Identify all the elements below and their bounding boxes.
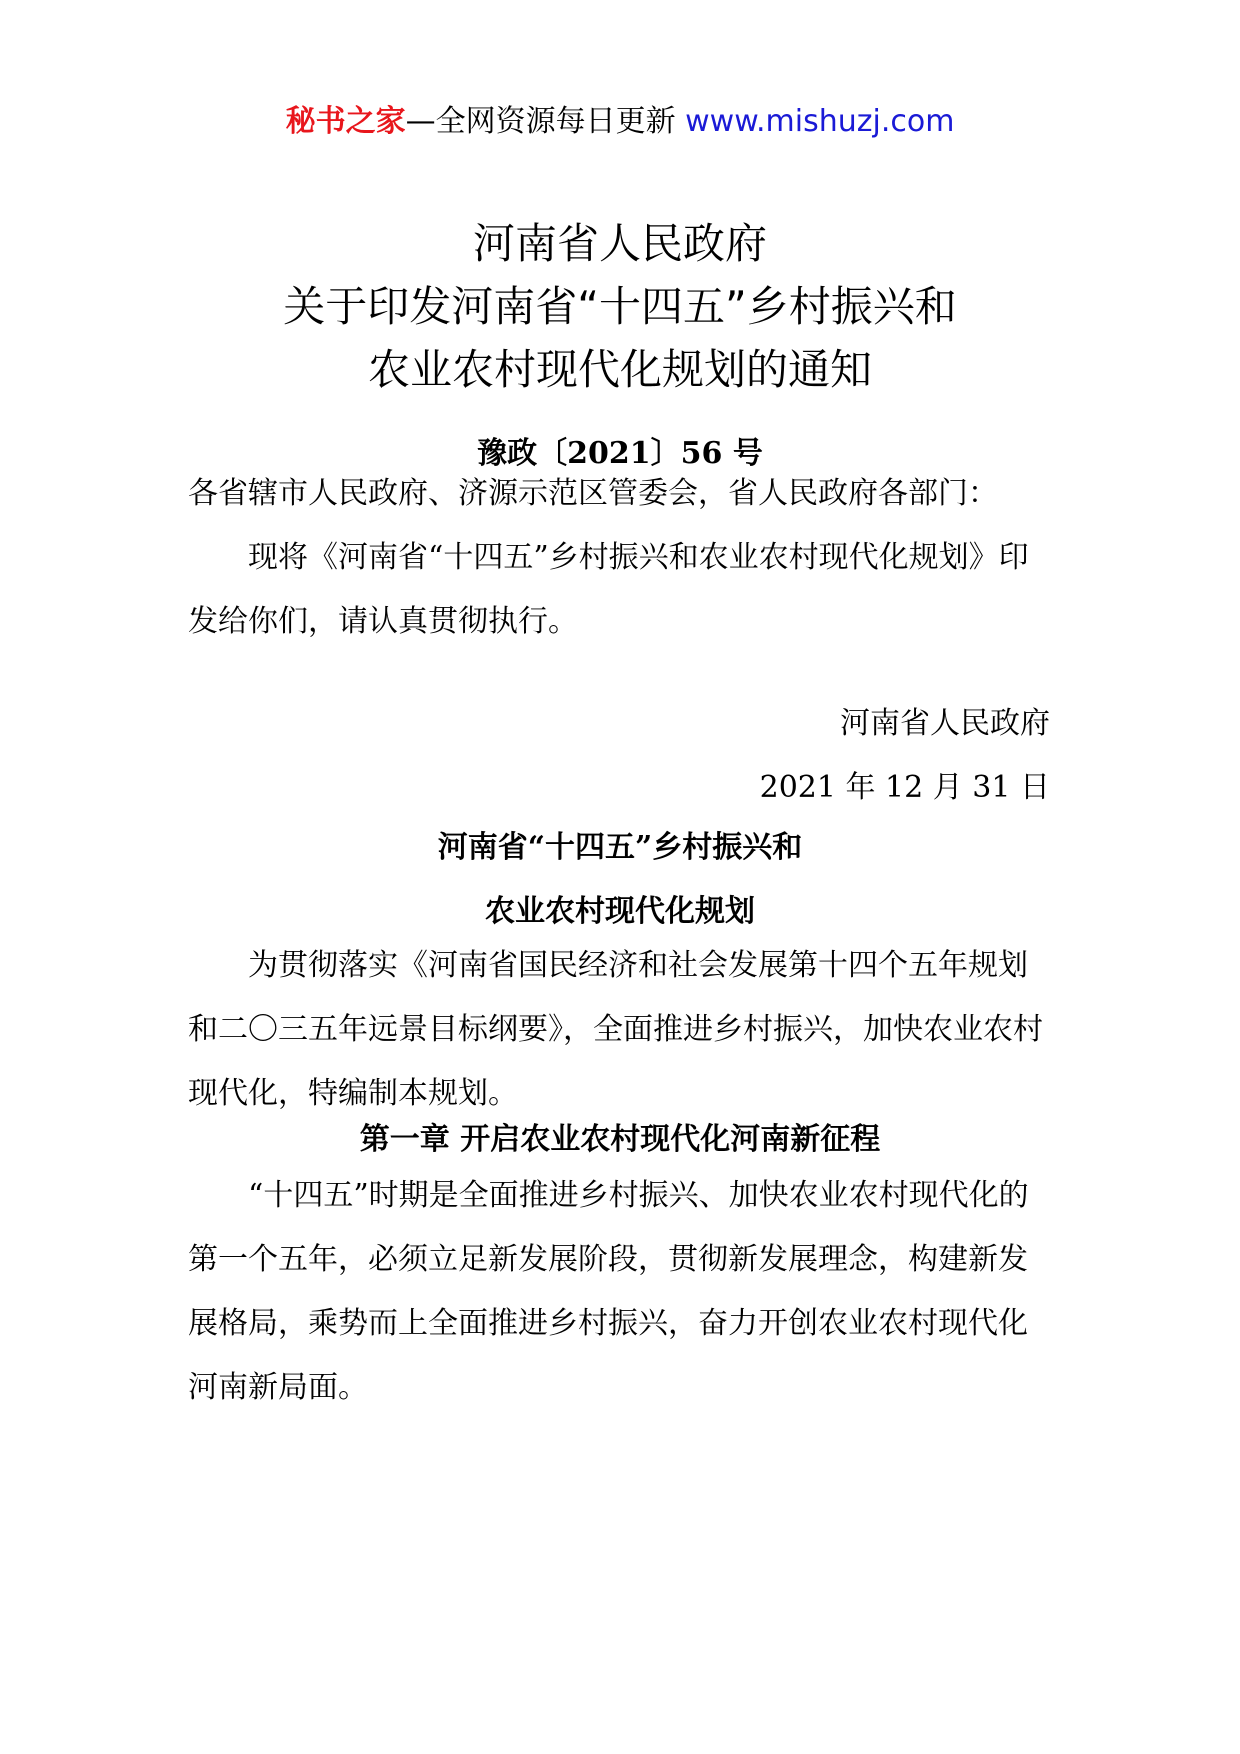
notice-title [0,212,1240,401]
notice-body [188,462,1050,654]
site-url-link[interactable]: www.mishuzj.com [685,104,955,139]
intro-paragraph: 为贯彻落实《河南省国民经济和社会发展第十四个五年规划和二〇三五年远景目标纲要》，全面推进乡村振兴，加快农业农村现代化，特编制本规划。 [188,948,1043,1111]
notice-title-line: 河南省人民政府 [472,219,767,268]
plan-title-line: 河南省“十四五”乡村振兴和 [437,830,803,865]
issuer-signature: 河南省人民政府 [840,706,1050,741]
plan-intro [188,934,1050,1126]
site-header [0,98,1240,146]
chapter-heading: 第一章 开启农业农村现代化河南新征程 [359,1122,881,1157]
site-slogan: —全网资源每日更新 [405,104,676,139]
issue-date: 2021 年 12 月 31 日 [759,770,1050,805]
plan-title-line: 农业农村现代化规划 [485,894,755,929]
notice-paragraph: 现将《河南省“十四五”乡村振兴和农业农村现代化规划》印发给你们，请认真贯彻执行。 [188,540,1029,639]
recipients-paragraph: 各省辖市人民政府、济源示范区管委会，省人民政府各部门： [188,476,998,511]
chapter-body [188,1164,1050,1420]
site-brand: 秘书之家 [285,104,406,139]
notice-title-line: 农业农村现代化规划的通知 [367,345,872,394]
document-number: 豫政〔2021〕56 号 [477,436,763,471]
chapter-paragraph: “十四五”时期是全面推进乡村振兴、加快农业农村现代化的第一个五年，必须立足新发展阶段，贯彻新发展理念，构建新发展格局，乘势而上全面推进乡村振兴，奋力开创农业农村现代化河南新局面。 [188,1178,1029,1405]
notice-title-line: 关于印发河南省“十四五”乡村振兴和 [283,282,957,331]
